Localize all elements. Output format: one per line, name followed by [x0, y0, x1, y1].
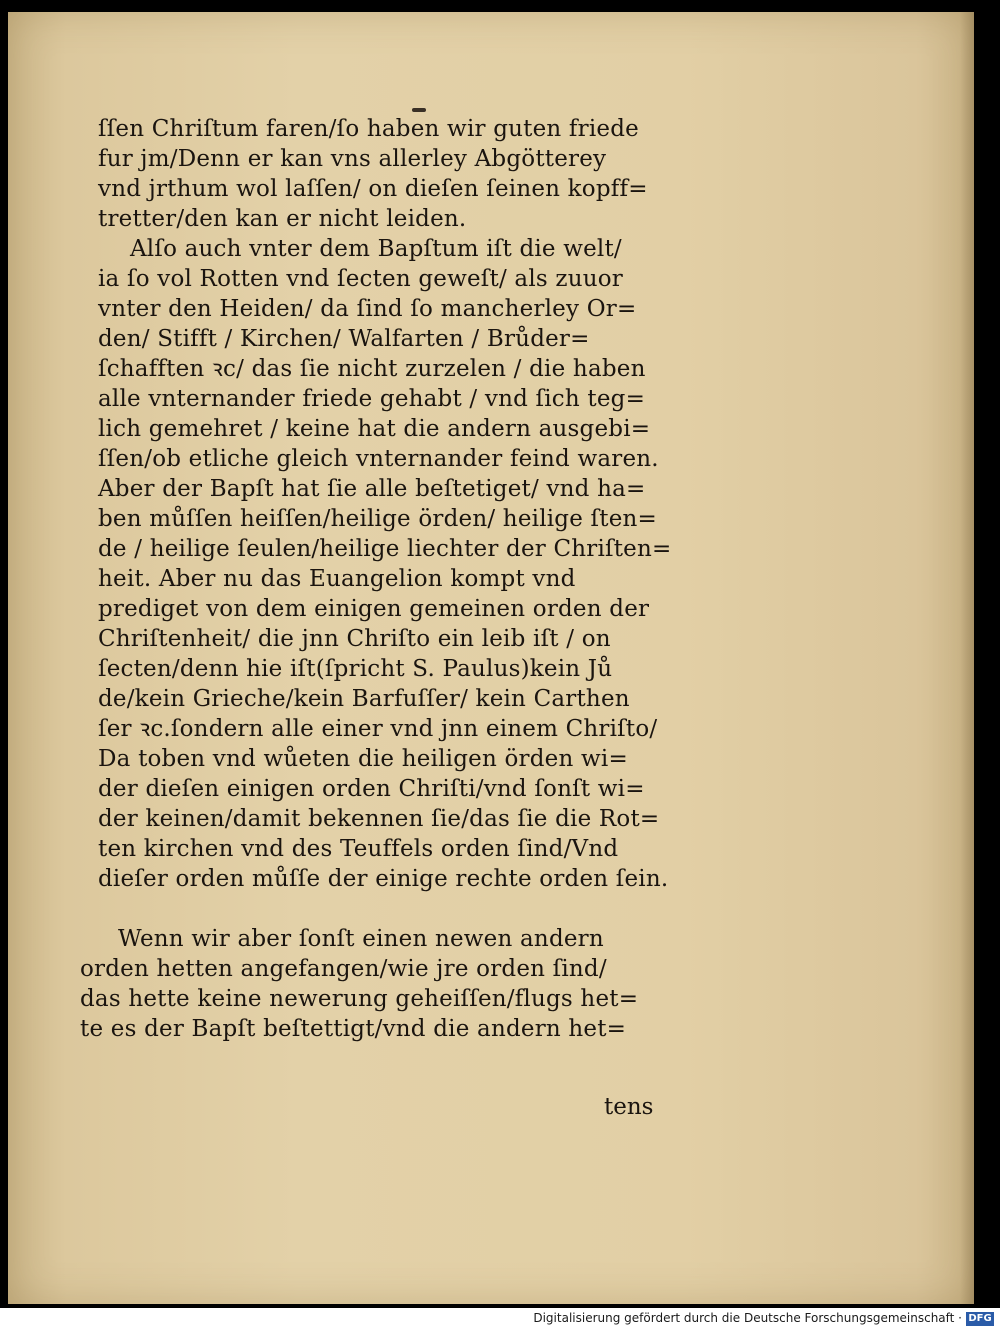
text-line: ſer ꝛc.ſondern alle einer vnd jnn einem Chriſto/	[98, 716, 658, 742]
text-line: orden hetten angefangen/wie jre orden ſind/	[80, 956, 607, 982]
text-line: das hette keine newerung geheiſſen/flugs het=	[80, 986, 639, 1012]
text-line: der dieſen einigen orden Chriſti/vnd ſonſt wi=	[98, 776, 645, 802]
text-line: Alſo auch vnter dem Bapſtum iſt die welt/	[130, 236, 622, 262]
text-line: alle vnternander friede gehabt / vnd ſich teg=	[98, 386, 646, 412]
text-line: ia ſo vol Rotten vnd ſecten geweſt/ als zuuor	[98, 266, 623, 292]
text-line: tretter/den kan er nicht leiden.	[98, 206, 467, 232]
text-line: te es der Bapſt beſtettigt/vnd die andern het=	[80, 1016, 627, 1042]
text-line: heit. Aber nu das Euangelion kompt vnd	[98, 566, 576, 592]
text-line: ten kirchen vnd des Teuffels orden ſind/Vnd	[98, 836, 619, 862]
text-line: dieſer orden můſſe der einige rechte orden ſein.	[98, 866, 669, 892]
paragraph-2	[68, 924, 688, 1044]
text-line: vnter den Heiden/ da ſind ſo mancherley Or=	[98, 296, 637, 322]
book-page	[8, 12, 974, 1304]
footer-credit: Digitalisierung gefördert durch die Deutsche Forschungsgemeinschaft ·	[533, 1311, 962, 1325]
text-line: vnd jrthum wol laſſen/ on dieſen ſeinen kopff=	[98, 176, 648, 202]
text-line: Da toben vnd wůeten die heiligen örden wi=	[98, 746, 628, 772]
text-block	[68, 114, 688, 1044]
dfg-logo-icon: DFG	[966, 1312, 994, 1326]
text-line: de / heilige ſeulen/heilige liechter der Chriſten=	[98, 536, 672, 562]
paragraph-1	[68, 114, 688, 894]
text-line: der keinen/damit bekennen ſie/das ſie die Rot=	[98, 806, 660, 832]
text-line: ſſen/ob etliche gleich vnternander feind waren.	[98, 446, 659, 472]
text-line: Wenn wir aber ſonſt einen newen andern	[118, 926, 604, 952]
paragraph-gap	[68, 894, 688, 924]
catchword: tens	[604, 1094, 654, 1120]
text-line: ſecten/denn hie iſt(ſpricht S. Paulus)kein Jů	[98, 656, 613, 682]
text-line: prediget von dem einigen gemeinen orden der	[98, 596, 650, 622]
text-line: ſchafften ꝛc/ das ſie nicht zurzelen / die haben	[98, 356, 646, 382]
text-line: den/ Stifft / Kirchen/ Walfarten / Brůder=	[98, 326, 590, 352]
text-line: lich gemehret / keine hat die andern ausgebi=	[98, 416, 651, 442]
page-edge-shadow	[960, 12, 974, 1304]
text-line: de/kein Grieche/kein Barfuſſer/ kein Carthen	[98, 686, 630, 712]
folio-mark	[412, 108, 426, 112]
text-line: fur jm/Denn er kan vns allerley Abgötterey	[98, 146, 607, 172]
text-line: ben můſſen heiſſen/heilige örden/ heilige ſten=	[98, 506, 657, 532]
text-line: Chriſtenheit/ die jnn Chriſto ein leib iſt / on	[98, 626, 611, 652]
text-line: Aber der Bapſt hat ſie alle beſtetiget/ vnd ha=	[98, 476, 646, 502]
text-line: ſſen Chriſtum faren/ſo haben wir guten friede	[98, 116, 639, 142]
digitization-footer	[0, 1308, 1000, 1333]
